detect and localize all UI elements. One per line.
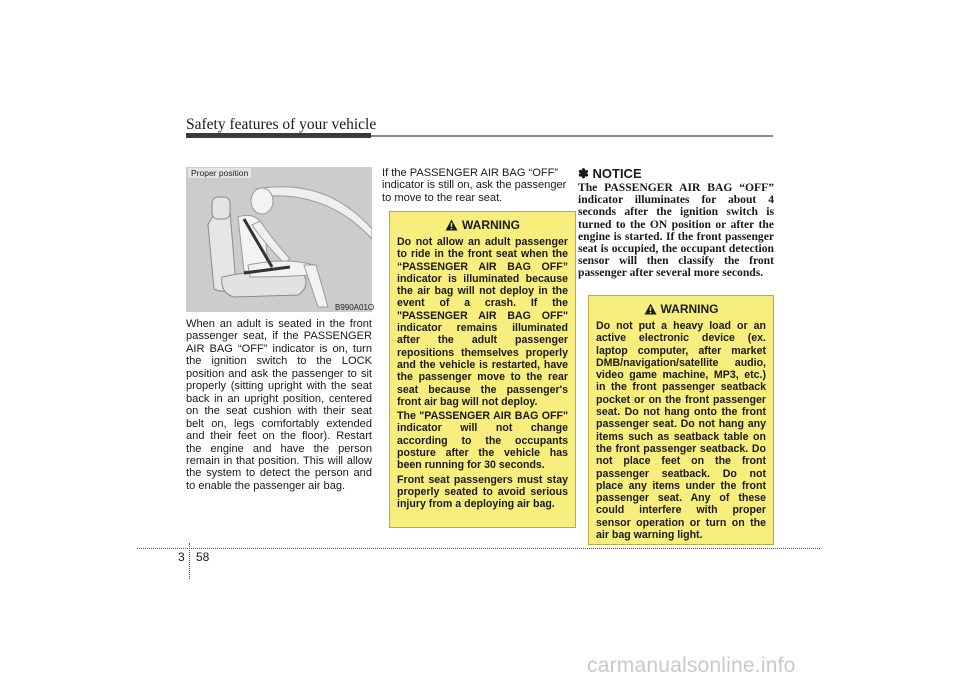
warning-paragraph-1: Do not put a heavy load or an active electronic device (ex. laptop computer, after market DMB/navigation/satellite audio, video game machine, MP3, etc.) in the front passenger seatback pocket or on the front passenger seat. Do not hang onto the front passenger seat. Do not hang any items such as seatback table on the front passenger seatback. Do not place feet on the front passenger seatback. Do not place any items under the front passenger seat. Any of these could interfere with proper sensor operation or turn on the air bag warning light.: [596, 320, 766, 542]
figure-code: B990A01O: [335, 303, 375, 312]
watermark-text: carmanualsonline.info: [587, 654, 796, 677]
footer-dotted-divider: [189, 543, 190, 579]
section-title: Safety features of your vehicle: [186, 116, 377, 133]
seated-passenger-illustration: [186, 167, 375, 312]
warning-box-seat-load: [588, 295, 774, 545]
figure-caption: Proper position: [188, 168, 251, 178]
warning-paragraph-2: The "PASSENGER AIR BAG OFF" indicator will not change according to the occupants posture after the vehicle has been running for 30 seconds.: [397, 410, 568, 472]
header-rule-light: [371, 135, 773, 137]
warning-title: WARNING: [660, 302, 719, 316]
warning-paragraph-1: Do not allow an adult passenger to ride in the front seat when the “PASSENGER AIR BAG OFF” indicator is illuminated because the air bag will not deploy in the event of a crash. If the "PASSENGER AIR BAG OFF" indicator remains illuminated after the adult passenger repositions themselves properly and the vehicle is restarted, have the passenger move to the rear seat because the passenger's front air bag will not deploy.: [397, 236, 568, 408]
notice-text: The PASSENGER AIR BAG “OFF” indicator illuminates for about 4 seconds after the ignition switch is turned to the ON position or after the engine is started. If the front passenger seat is occupied, the occupant detection sensor will then classify the front passenger after several more seconds.: [578, 181, 774, 280]
warning-title: WARNING: [462, 218, 520, 232]
page-number: 58: [196, 550, 210, 564]
column2-paragraph: If the PASSENGER AIR BAG “OFF” indicator is still on, ask the passenger to move to the rear seat.: [382, 167, 567, 204]
chapter-number: 3: [178, 550, 185, 564]
column1-paragraph: When an adult is seated in the front passenger seat, if the PASSENGER AIR BAG “OFF” indicator is on, turn the ignition switch to the LOCK position and ask the passenger to sit properly (sitting upright with the seat back in an upright position, centered on the seat cushion with their seat belt on, legs comfortably extended and their feet on the floor). Restart the engine and have the person remain in that position. This will allow the system to detect the person and to enable the passenger air bag.: [186, 318, 372, 492]
warning-header: [596, 302, 766, 316]
warning-header: [397, 218, 568, 232]
warning-paragraph-3: Front seat passengers must stay properly seated to avoid serious injury from a deploying air bag.: [397, 473, 568, 511]
proper-position-illustration: [186, 167, 375, 312]
notice-title: ✽ NOTICE: [578, 166, 642, 181]
warning-triangle-icon: [445, 219, 458, 231]
footer-dotted-rule: [137, 548, 820, 549]
header-rule-dark: [186, 133, 371, 138]
warning-box-adult-passenger: [389, 211, 576, 528]
warning-triangle-icon: [644, 303, 657, 315]
